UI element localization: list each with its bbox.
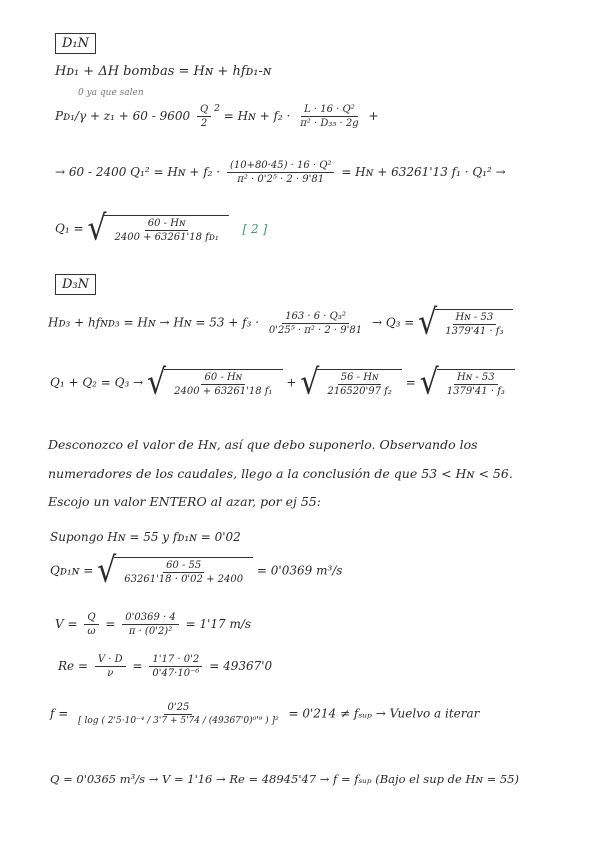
reynolds-calc: Re = $\frac{V \cdot D}{\nu}$ = $\frac{1'17 \cdot 0'2}{\text{0'47·10⁻⁶}}$ = 49367'0 xyxy=(58,654,273,679)
section-label-d3n: D₃N xyxy=(55,274,96,295)
paragraph-line-2: numeradores de los caudales, llego a la conclusión de que 53 < Hɴ < 56. xyxy=(48,466,513,481)
energy-equation-d1n: Hᴅ₁ + ΔH bombas = Hɴ + hfᴅ₁-ɴ xyxy=(55,64,272,79)
section-label-d1n: D₁N xyxy=(55,33,96,54)
expanded-equation-d1n: Pᴅ₁/γ + z₁ + 60 - 9600 $\frac{Q}{2}$ $^2$ = Hɴ + f₂ · $\frac{\text{L · 16 · Q²}}{\text{π² · D₃₅ · 2g}}$ + xyxy=(55,104,379,129)
paragraph-line-1: Desconozco el valor de Hɴ, así que debo suponerlo. Observando los xyxy=(48,437,478,452)
final-iteration-line: Q = 0'0365 m³/s → V = 1'16 → Re = 48945'47 → f = fₛᵤₚ (Bajo el sup de Hɴ = 55) xyxy=(50,772,519,786)
paragraph-line-3: Escojo un valor ENTERO al azar, por ej 55: xyxy=(48,494,321,509)
assumption-line: Supongo Hɴ = 55 y fᴅ₁ɴ = 0'02 xyxy=(50,530,241,544)
flow-calc: Qᴅ₁ɴ = √ $\frac{60 - 55}{63261'18 \cdot 0'02 + 2400}$ = 0'0369 m³/s xyxy=(50,550,343,591)
continuity-equation: Q₁ + Q₂ = Q₃ → √ $\frac{\text{60 - Hɴ}}{\text{2400 + 63261'18 f₁}}$ + √ $\frac{\text{56 - Hɴ}}{\text{216520'97 f₂}}$ = √ $\frac{\text{Hɴ - 53}}{\text{1379'41 · f₃}}$ xyxy=(50,368,515,398)
reference-2: [ 2 ] xyxy=(242,221,268,236)
q1-expression: Q₁ = √ $\frac{\text{60 - Hɴ}}{\text{2400 + 63261'18 fᴅ₁}}$ [ 2 ] xyxy=(55,208,268,249)
numeric-equation-d1n: → 60 - 2400 Q₁² = Hɴ + f₂ · $\frac{\text{(10+80·45) · 16 · Q²}}{\text{π² · 0'2⁵ · 2 · 9'81}}$ = Hɴ + 63261'13 f₁ · Q₁² → xyxy=(55,160,506,185)
annotation-zero: 0 ya que salen xyxy=(78,88,144,98)
velocity-calc: V = $\frac{Q}{\omega}$ = $\frac{0'0369 \cdot 4}{\text{π · (0'2)²}}$ = 1'17 m/s xyxy=(55,612,252,637)
friction-calc: f = $\frac{0'25}{\text{[ log ( 2'5·10⁻⁴ / 3'7 + 5'74 / (49367'0)⁰'⁹ ) ]²}}$ = 0'214 ≠ fₛᵤₚ → Vuelvo a iterar xyxy=(50,702,480,726)
energy-equation-d3n: Hᴅ₃ + hfɴᴅ₃ = Hɴ → Hɴ = 53 + f₃ · $\frac{\text{163 · 6 · Q₃²}}{\text{0'25⁵ · π² · 2 · 9'81}}$ → Q₃ = √ $\frac{\text{Hɴ - 53}}{\text{1379'41 · f₃}}$ xyxy=(48,308,513,338)
